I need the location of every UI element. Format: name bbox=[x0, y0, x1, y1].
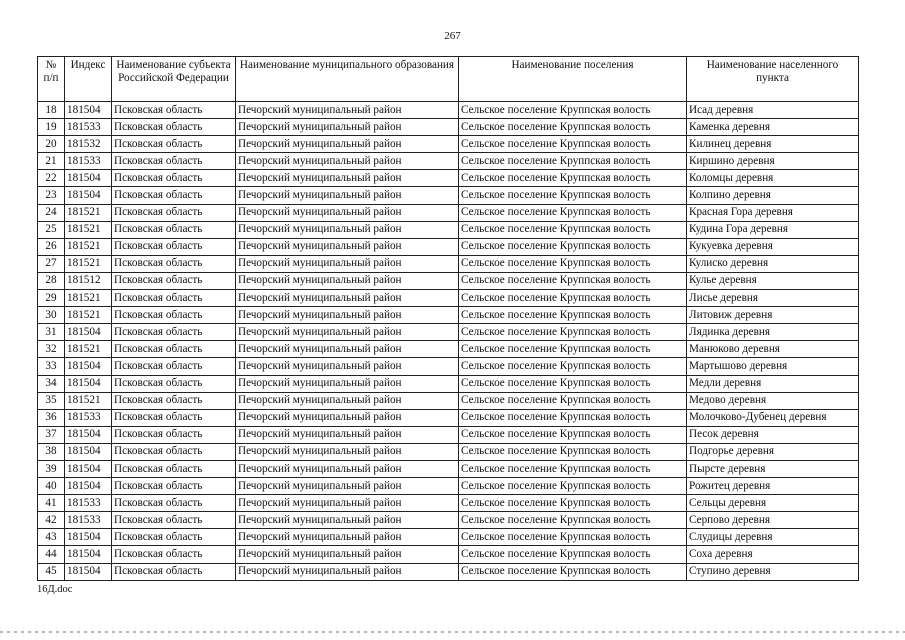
cell-municipality: Печорский муниципальный район bbox=[236, 529, 459, 546]
cell-subject: Псковская область bbox=[112, 563, 236, 580]
cell-locality: Мартышово деревня bbox=[687, 358, 859, 375]
cell-subject: Псковская область bbox=[112, 272, 236, 289]
cell-subject: Псковская область bbox=[112, 136, 236, 153]
cell-subject: Псковская область bbox=[112, 443, 236, 460]
cell-subject: Псковская область bbox=[112, 307, 236, 324]
cell-subject: Псковская область bbox=[112, 170, 236, 187]
cell-municipality: Печорский муниципальный район bbox=[236, 170, 459, 187]
cell-index: 181512 bbox=[65, 272, 112, 289]
table-row bbox=[38, 119, 859, 136]
cell-settlement: Сельское поселение Круппская волость bbox=[459, 392, 687, 409]
cell-subject: Псковская область bbox=[112, 546, 236, 563]
cell-settlement: Сельское поселение Круппская волость bbox=[459, 358, 687, 375]
cell-municipality: Печорский муниципальный район bbox=[236, 324, 459, 341]
cell-municipality: Печорский муниципальный район bbox=[236, 478, 459, 495]
table-row bbox=[38, 341, 859, 358]
cell-municipality: Печорский муниципальный район bbox=[236, 272, 459, 289]
cell-subject: Псковская область bbox=[112, 478, 236, 495]
cell-locality: Медли деревня bbox=[687, 375, 859, 392]
cell-locality: Каменка деревня bbox=[687, 119, 859, 136]
cell-num: 34 bbox=[38, 375, 65, 392]
cell-num: 24 bbox=[38, 204, 65, 221]
cell-municipality: Печорский муниципальный район bbox=[236, 290, 459, 307]
cell-municipality: Печорский муниципальный район bbox=[236, 495, 459, 512]
table-row bbox=[38, 187, 859, 204]
cell-settlement: Сельское поселение Круппская волость bbox=[459, 170, 687, 187]
cell-subject: Псковская область bbox=[112, 426, 236, 443]
cell-index: 181521 bbox=[65, 238, 112, 255]
cell-settlement: Сельское поселение Круппская волость bbox=[459, 512, 687, 529]
table-row bbox=[38, 392, 859, 409]
cell-locality: Рожитец деревня bbox=[687, 478, 859, 495]
cell-subject: Псковская область bbox=[112, 187, 236, 204]
header-municipality: Наименование муниципального образования bbox=[236, 57, 459, 102]
cell-settlement: Сельское поселение Круппская волость bbox=[459, 409, 687, 426]
cell-index: 181521 bbox=[65, 221, 112, 238]
cell-municipality: Печорский муниципальный район bbox=[236, 426, 459, 443]
cell-locality: Сельцы деревня bbox=[687, 495, 859, 512]
cell-municipality: Печорский муниципальный район bbox=[236, 409, 459, 426]
table-row bbox=[38, 443, 859, 460]
cell-locality: Медово деревня bbox=[687, 392, 859, 409]
table-row bbox=[38, 546, 859, 563]
cell-index: 181504 bbox=[65, 546, 112, 563]
cell-subject: Псковская область bbox=[112, 290, 236, 307]
cell-num: 30 bbox=[38, 307, 65, 324]
table-row bbox=[38, 290, 859, 307]
cell-settlement: Сельское поселение Круппская волость bbox=[459, 290, 687, 307]
cell-num: 40 bbox=[38, 478, 65, 495]
cell-municipality: Печорский муниципальный район bbox=[236, 307, 459, 324]
cell-settlement: Сельское поселение Круппская волость bbox=[459, 426, 687, 443]
cell-municipality: Печорский муниципальный район bbox=[236, 221, 459, 238]
cell-locality: Подгорье деревня bbox=[687, 443, 859, 460]
table-row bbox=[38, 460, 859, 477]
cell-subject: Псковская область bbox=[112, 341, 236, 358]
cell-index: 181521 bbox=[65, 341, 112, 358]
header-num: № п/п bbox=[38, 57, 65, 102]
table-row bbox=[38, 136, 859, 153]
cell-municipality: Печорский муниципальный район bbox=[236, 153, 459, 170]
cell-num: 18 bbox=[38, 102, 65, 119]
page-number: 267 bbox=[444, 30, 461, 42]
cell-municipality: Печорский муниципальный район bbox=[236, 375, 459, 392]
cell-num: 22 bbox=[38, 170, 65, 187]
cell-index: 181533 bbox=[65, 495, 112, 512]
cell-index: 181533 bbox=[65, 153, 112, 170]
cell-settlement: Сельское поселение Круппская волость bbox=[459, 238, 687, 255]
cell-index: 181504 bbox=[65, 460, 112, 477]
cell-locality: Кукуевка деревня bbox=[687, 238, 859, 255]
cell-num: 36 bbox=[38, 409, 65, 426]
cell-subject: Псковская область bbox=[112, 102, 236, 119]
cell-settlement: Сельское поселение Круппская волость bbox=[459, 221, 687, 238]
cell-num: 29 bbox=[38, 290, 65, 307]
cell-num: 19 bbox=[38, 119, 65, 136]
cell-index: 181504 bbox=[65, 443, 112, 460]
cell-num: 45 bbox=[38, 563, 65, 580]
cell-settlement: Сельское поселение Круппская волость bbox=[459, 204, 687, 221]
cell-index: 181504 bbox=[65, 358, 112, 375]
table-row bbox=[38, 272, 859, 289]
cell-num: 37 bbox=[38, 426, 65, 443]
cell-index: 181504 bbox=[65, 102, 112, 119]
cell-num: 23 bbox=[38, 187, 65, 204]
cell-locality: Литовиж деревня bbox=[687, 307, 859, 324]
cell-municipality: Печорский муниципальный район bbox=[236, 358, 459, 375]
table-row bbox=[38, 358, 859, 375]
cell-municipality: Печорский муниципальный район bbox=[236, 102, 459, 119]
cell-municipality: Печорский муниципальный район bbox=[236, 238, 459, 255]
table-row bbox=[38, 238, 859, 255]
cell-settlement: Сельское поселение Круппская волость bbox=[459, 255, 687, 272]
cell-locality: Киршино деревня bbox=[687, 153, 859, 170]
cell-settlement: Сельское поселение Круппская волость bbox=[459, 495, 687, 512]
cell-locality: Исад деревня bbox=[687, 102, 859, 119]
cell-settlement: Сельское поселение Круппская волость bbox=[459, 102, 687, 119]
table-row bbox=[38, 221, 859, 238]
cell-num: 20 bbox=[38, 136, 65, 153]
cell-num: 27 bbox=[38, 255, 65, 272]
cell-num: 39 bbox=[38, 460, 65, 477]
cell-settlement: Сельское поселение Круппская волость bbox=[459, 136, 687, 153]
cell-municipality: Печорский муниципальный район bbox=[236, 341, 459, 358]
cell-settlement: Сельское поселение Круппская волость bbox=[459, 563, 687, 580]
cell-locality: Манюково деревня bbox=[687, 341, 859, 358]
cell-index: 181521 bbox=[65, 255, 112, 272]
table-row bbox=[38, 102, 859, 119]
cell-locality: Слудицы деревня bbox=[687, 529, 859, 546]
table-row bbox=[38, 307, 859, 324]
cell-subject: Псковская область bbox=[112, 512, 236, 529]
cell-index: 181521 bbox=[65, 204, 112, 221]
table-row bbox=[38, 409, 859, 426]
cell-index: 181533 bbox=[65, 409, 112, 426]
cell-index: 181504 bbox=[65, 529, 112, 546]
table-row bbox=[38, 153, 859, 170]
cell-settlement: Сельское поселение Круппская волость bbox=[459, 187, 687, 204]
cell-locality: Колпино деревня bbox=[687, 187, 859, 204]
table-row bbox=[38, 170, 859, 187]
cell-locality: Коломцы деревня bbox=[687, 170, 859, 187]
cell-municipality: Печорский муниципальный район bbox=[236, 460, 459, 477]
cell-index: 181504 bbox=[65, 170, 112, 187]
cell-index: 181504 bbox=[65, 324, 112, 341]
table-row bbox=[38, 529, 859, 546]
cell-locality: Серпово деревня bbox=[687, 512, 859, 529]
cell-num: 28 bbox=[38, 272, 65, 289]
table-row bbox=[38, 375, 859, 392]
footer-filename: 16Д.doc bbox=[37, 584, 73, 595]
cell-subject: Псковская область bbox=[112, 358, 236, 375]
table-row bbox=[38, 495, 859, 512]
cell-municipality: Печорский муниципальный район bbox=[236, 546, 459, 563]
cell-municipality: Печорский муниципальный район bbox=[236, 443, 459, 460]
header-index: Индекс bbox=[65, 57, 112, 102]
table-row bbox=[38, 324, 859, 341]
cell-index: 181504 bbox=[65, 426, 112, 443]
cell-locality: Лядинка деревня bbox=[687, 324, 859, 341]
cell-municipality: Печорский муниципальный район bbox=[236, 187, 459, 204]
cell-municipality: Печорский муниципальный район bbox=[236, 563, 459, 580]
table-row bbox=[38, 563, 859, 580]
cell-subject: Псковская область bbox=[112, 204, 236, 221]
table-row bbox=[38, 478, 859, 495]
cell-municipality: Печорский муниципальный район bbox=[236, 512, 459, 529]
cell-municipality: Печорский муниципальный район bbox=[236, 204, 459, 221]
cell-settlement: Сельское поселение Круппская волость bbox=[459, 546, 687, 563]
cell-settlement: Сельское поселение Круппская волость bbox=[459, 443, 687, 460]
cell-subject: Псковская область bbox=[112, 529, 236, 546]
cell-settlement: Сельское поселение Круппская волость bbox=[459, 153, 687, 170]
cell-subject: Псковская область bbox=[112, 238, 236, 255]
cell-index: 181533 bbox=[65, 512, 112, 529]
cell-num: 41 bbox=[38, 495, 65, 512]
cell-locality: Соха деревня bbox=[687, 546, 859, 563]
cell-index: 181504 bbox=[65, 375, 112, 392]
table-row bbox=[38, 426, 859, 443]
cell-settlement: Сельское поселение Круппская волость bbox=[459, 307, 687, 324]
cell-locality: Кулье деревня bbox=[687, 272, 859, 289]
cell-num: 25 bbox=[38, 221, 65, 238]
cell-num: 42 bbox=[38, 512, 65, 529]
cell-index: 181504 bbox=[65, 187, 112, 204]
cell-settlement: Сельское поселение Круппская волость bbox=[459, 460, 687, 477]
cell-subject: Псковская область bbox=[112, 375, 236, 392]
cell-index: 181532 bbox=[65, 136, 112, 153]
header-settlement: Наименование поселения bbox=[459, 57, 687, 102]
header-locality: Наименование населенного пункта bbox=[687, 57, 859, 102]
table-row bbox=[38, 512, 859, 529]
cell-municipality: Печорский муниципальный район bbox=[236, 392, 459, 409]
cell-settlement: Сельское поселение Круппская волость bbox=[459, 341, 687, 358]
cell-locality: Кулиско деревня bbox=[687, 255, 859, 272]
cell-subject: Псковская область bbox=[112, 460, 236, 477]
cell-index: 181533 bbox=[65, 119, 112, 136]
cell-subject: Псковская область bbox=[112, 324, 236, 341]
cell-subject: Псковская область bbox=[112, 392, 236, 409]
cell-locality: Пырсте деревня bbox=[687, 460, 859, 477]
cell-subject: Псковская область bbox=[112, 495, 236, 512]
cell-locality: Килинец деревня bbox=[687, 136, 859, 153]
cell-num: 32 bbox=[38, 341, 65, 358]
cell-index: 181521 bbox=[65, 290, 112, 307]
cell-locality: Красная Гора деревня bbox=[687, 204, 859, 221]
cell-locality: Песок деревня bbox=[687, 426, 859, 443]
cell-subject: Псковская область bbox=[112, 409, 236, 426]
cell-index: 181521 bbox=[65, 307, 112, 324]
cell-locality: Лисье деревня bbox=[687, 290, 859, 307]
cell-num: 35 bbox=[38, 392, 65, 409]
cell-locality: Молочково-Дубенец деревня bbox=[687, 409, 859, 426]
header-subject: Наименование субъекта Российской Федерации bbox=[112, 57, 236, 102]
table-row bbox=[38, 255, 859, 272]
cell-municipality: Печорский муниципальный район bbox=[236, 119, 459, 136]
cell-index: 181504 bbox=[65, 563, 112, 580]
cell-locality: Кудина Гора деревня bbox=[687, 221, 859, 238]
cell-municipality: Печорский муниципальный район bbox=[236, 136, 459, 153]
scan-edge-artifact bbox=[0, 631, 905, 633]
cell-num: 31 bbox=[38, 324, 65, 341]
cell-settlement: Сельское поселение Круппская волость bbox=[459, 324, 687, 341]
cell-num: 33 bbox=[38, 358, 65, 375]
cell-num: 21 bbox=[38, 153, 65, 170]
cell-num: 38 bbox=[38, 443, 65, 460]
cell-settlement: Сельское поселение Круппская волость bbox=[459, 529, 687, 546]
cell-index: 181504 bbox=[65, 478, 112, 495]
table-row bbox=[38, 204, 859, 221]
cell-subject: Псковская область bbox=[112, 255, 236, 272]
cell-locality: Ступино деревня bbox=[687, 563, 859, 580]
localities-table bbox=[37, 56, 859, 581]
cell-subject: Псковская область bbox=[112, 221, 236, 238]
cell-num: 43 bbox=[38, 529, 65, 546]
table-header-row bbox=[38, 57, 859, 102]
cell-settlement: Сельское поселение Круппская волость bbox=[459, 375, 687, 392]
cell-settlement: Сельское поселение Круппская волость bbox=[459, 119, 687, 136]
cell-num: 44 bbox=[38, 546, 65, 563]
cell-index: 181521 bbox=[65, 392, 112, 409]
cell-municipality: Печорский муниципальный район bbox=[236, 255, 459, 272]
cell-num: 26 bbox=[38, 238, 65, 255]
cell-settlement: Сельское поселение Круппская волость bbox=[459, 272, 687, 289]
cell-settlement: Сельское поселение Круппская волость bbox=[459, 478, 687, 495]
cell-subject: Псковская область bbox=[112, 119, 236, 136]
cell-subject: Псковская область bbox=[112, 153, 236, 170]
